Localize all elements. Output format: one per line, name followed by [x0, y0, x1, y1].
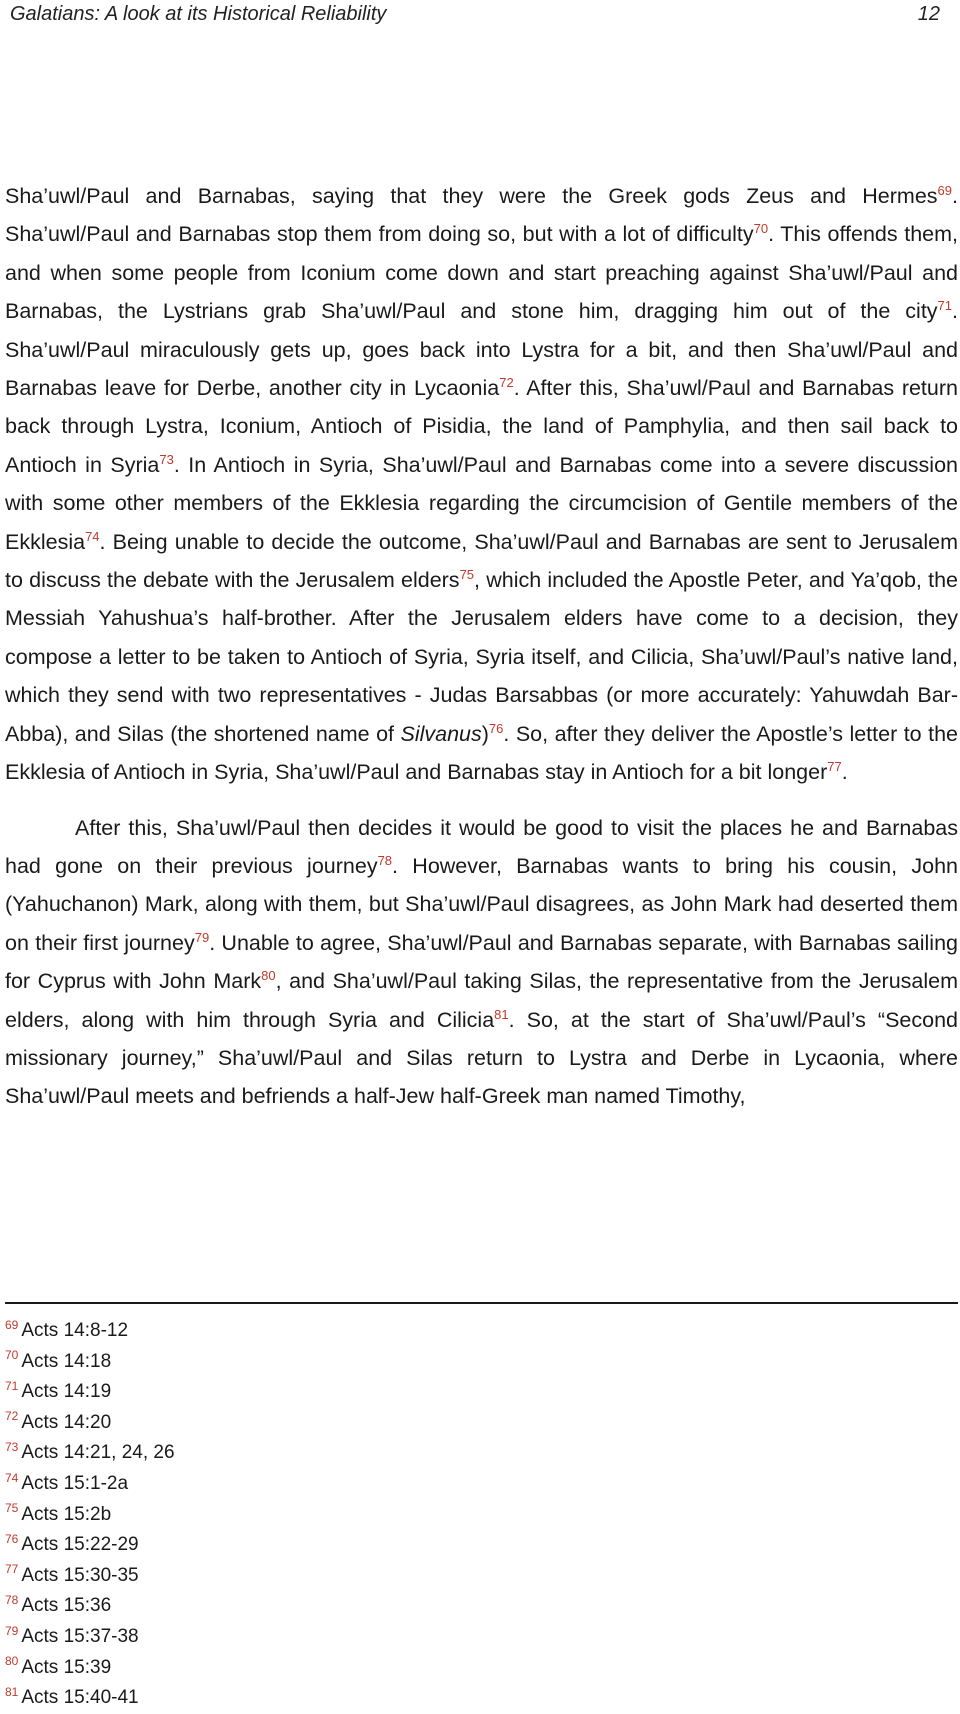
body-text — [5, 177, 958, 1116]
footnotes — [5, 1316, 605, 1714]
footnote-75 — [5, 1500, 605, 1531]
text-run: . However, Barnabas wants to bring his cousin, John (Yahuchanon) Mark, along with them, but Sha’uwl/Paul disagrees, as John Mark had deserted them on their first journey — [5, 853, 958, 955]
text-run: . After this, Sha’uwl/Paul and Barnabas return back through Lystra, Iconium, Antioch of Pisidia, the land of Pamphylia, and then sail back to Antioch in Syria — [5, 376, 958, 477]
running-title: Galatians: A look at its Historical Reliability — [10, 3, 387, 25]
footnote-reference-79[interactable]: 79 — [194, 929, 210, 945]
footnote-number: 70 — [5, 1348, 19, 1363]
footnote-number: 74 — [5, 1470, 19, 1485]
footnote-number: 72 — [5, 1409, 19, 1424]
footnote-citation: Acts 14:18 — [21, 1350, 112, 1372]
footnote-reference-73[interactable]: 73 — [159, 451, 174, 467]
paragraph-1 — [5, 177, 958, 792]
footnote-reference-81[interactable]: 81 — [494, 1006, 509, 1022]
text-run: Sha’uwl/Paul and Barnabas, saying that they were the Greek gods Zeus and Hermes — [5, 184, 938, 208]
footnote-divider — [5, 1302, 958, 1304]
footnote-citation: Acts 14:20 — [21, 1411, 112, 1433]
footnote-reference-71[interactable]: 71 — [937, 298, 953, 314]
footnote-reference-69[interactable]: 69 — [937, 182, 953, 198]
footnote-reference-80[interactable]: 80 — [261, 967, 276, 983]
footnote-citation: Acts 15:36 — [21, 1595, 112, 1617]
footnote-number: 69 — [5, 1317, 19, 1332]
footnote-reference-75[interactable]: 75 — [459, 566, 475, 582]
text-run: . Sha’uwl/Paul and Barnabas stop them from doing so, but with a lot of difficulty — [5, 184, 958, 247]
text-run: . This offends them, and when some people from Iconium come down and start preaching against Sha’uwl/Paul and Barnabas, the Lystrians grab Sha’uwl/Paul and stone him, dragging him out of the city — [5, 222, 959, 324]
footnote-number: 76 — [5, 1531, 19, 1546]
footnote-80 — [5, 1653, 605, 1684]
text-run: After this, Sha’uwl/Paul then decides it would be good to visit the places he and Barnabas had gone on their previous journey — [5, 815, 958, 878]
footnote-70 — [5, 1347, 605, 1378]
footnote-reference-76[interactable]: 76 — [488, 720, 504, 736]
footnote-number: 80 — [5, 1654, 19, 1669]
footnote-79 — [5, 1622, 605, 1653]
footnote-77 — [5, 1561, 605, 1592]
text-run: . In Antioch in Syria, Sha’uwl/Paul and Barnabas come into a severe discussion with some other members of the Ekklesia regarding the circumcision of Gentile members of the Ekklesia — [5, 452, 958, 554]
text-run: . Being unable to decide the outcome, Sha’uwl/Paul and Barnabas are sent to Jerusalem to discuss the debate with the Jerusalem elders — [5, 529, 958, 593]
footnote-citation: Acts 15:37-38 — [21, 1625, 139, 1647]
footnote-78 — [5, 1591, 605, 1622]
footnote-72 — [5, 1408, 605, 1439]
text-run: , and Sha’uwl/Paul taking Silas, the representative from the Jerusalem elders, along with him through Syria and Cilicia — [5, 969, 958, 1032]
text-run: . Unable to agree, Sha’uwl/Paul and Barnabas separate, with Barnabas sailing for Cyprus with John Mark — [5, 930, 958, 994]
footnote-citation: Acts 15:1-2a — [21, 1472, 129, 1494]
footnote-71 — [5, 1377, 605, 1408]
footnote-citation: Acts 14:21, 24, 26 — [21, 1442, 175, 1464]
footnote-citation: Acts 14:8-12 — [21, 1320, 129, 1341]
footnote-citation: Acts 15:2b — [21, 1503, 112, 1525]
footnote-69 — [5, 1316, 605, 1347]
footnote-citation: Acts 15:22-29 — [21, 1534, 139, 1556]
text-run: , which included the Apostle Peter, and Ya’qob, the Messiah Yahushua’s half-brother. After the Jerusalem elders have come to a decision, they compose a letter to be taken to Antioch of Syria, Syria itself, and Cilicia, Sha’uwl/Paul’s native land, which they send with two representatives - Judas Barsabbas (or more accurately: Yahuwdah Bar-Abba), and Silas (the shortened name of — [5, 568, 958, 746]
footnote-number: 77 — [5, 1562, 19, 1577]
paragraph-2 — [5, 809, 958, 1116]
footnote-citation: Acts 14:19 — [21, 1381, 112, 1403]
footnote-number: 79 — [5, 1623, 19, 1638]
footnote-citation: Acts 15:30-35 — [21, 1564, 139, 1586]
footnote-number: 71 — [5, 1378, 19, 1393]
footnote-number: 75 — [5, 1501, 19, 1516]
text-run: . So, after they deliver the Apostle’s letter to the Ekklesia of Antioch in Syria, Sha’uwl/Paul and Barnabas stay in Antioch for a bit longer — [5, 721, 958, 785]
footnote-number: 73 — [5, 1440, 19, 1455]
footnote-reference-70[interactable]: 70 — [753, 221, 769, 237]
footnote-citation: Acts 15:40-41 — [21, 1687, 139, 1709]
footnote-reference-74[interactable]: 74 — [85, 528, 100, 544]
text-run: . — [841, 760, 848, 785]
page-header — [10, 0, 940, 28]
footnote-reference-78[interactable]: 78 — [377, 852, 393, 868]
text-run: . So, at the start of Sha’uwl/Paul’s “Second missionary journey,” Sha’uwl/Paul and Silas return to Lystra and Derbe in Lycaonia, where Sha’uwl/Paul meets and befriends a half-Jew half-Greek man named Timothy, — [5, 1007, 958, 1109]
text-run: ) — [481, 721, 489, 746]
footnote-73 — [5, 1438, 605, 1469]
footnote-number: 78 — [5, 1593, 19, 1608]
footnote-number: 81 — [5, 1684, 19, 1699]
footnote-81 — [5, 1683, 605, 1714]
footnote-74 — [5, 1469, 605, 1500]
text-run: . Sha’uwl/Paul miraculously gets up, goes back into Lystra for a bit, and then Sha’uwl/Paul and Barnabas leave for Derbe, another city in Lycaonia — [5, 299, 958, 401]
footnote-citation: Acts 15:39 — [21, 1656, 112, 1678]
italic-text: Silvanus — [400, 721, 482, 746]
footnote-reference-77[interactable]: 77 — [827, 758, 842, 774]
page-number: 12 — [917, 3, 940, 25]
footnote-76 — [5, 1530, 605, 1561]
footnote-reference-72[interactable]: 72 — [499, 374, 514, 390]
